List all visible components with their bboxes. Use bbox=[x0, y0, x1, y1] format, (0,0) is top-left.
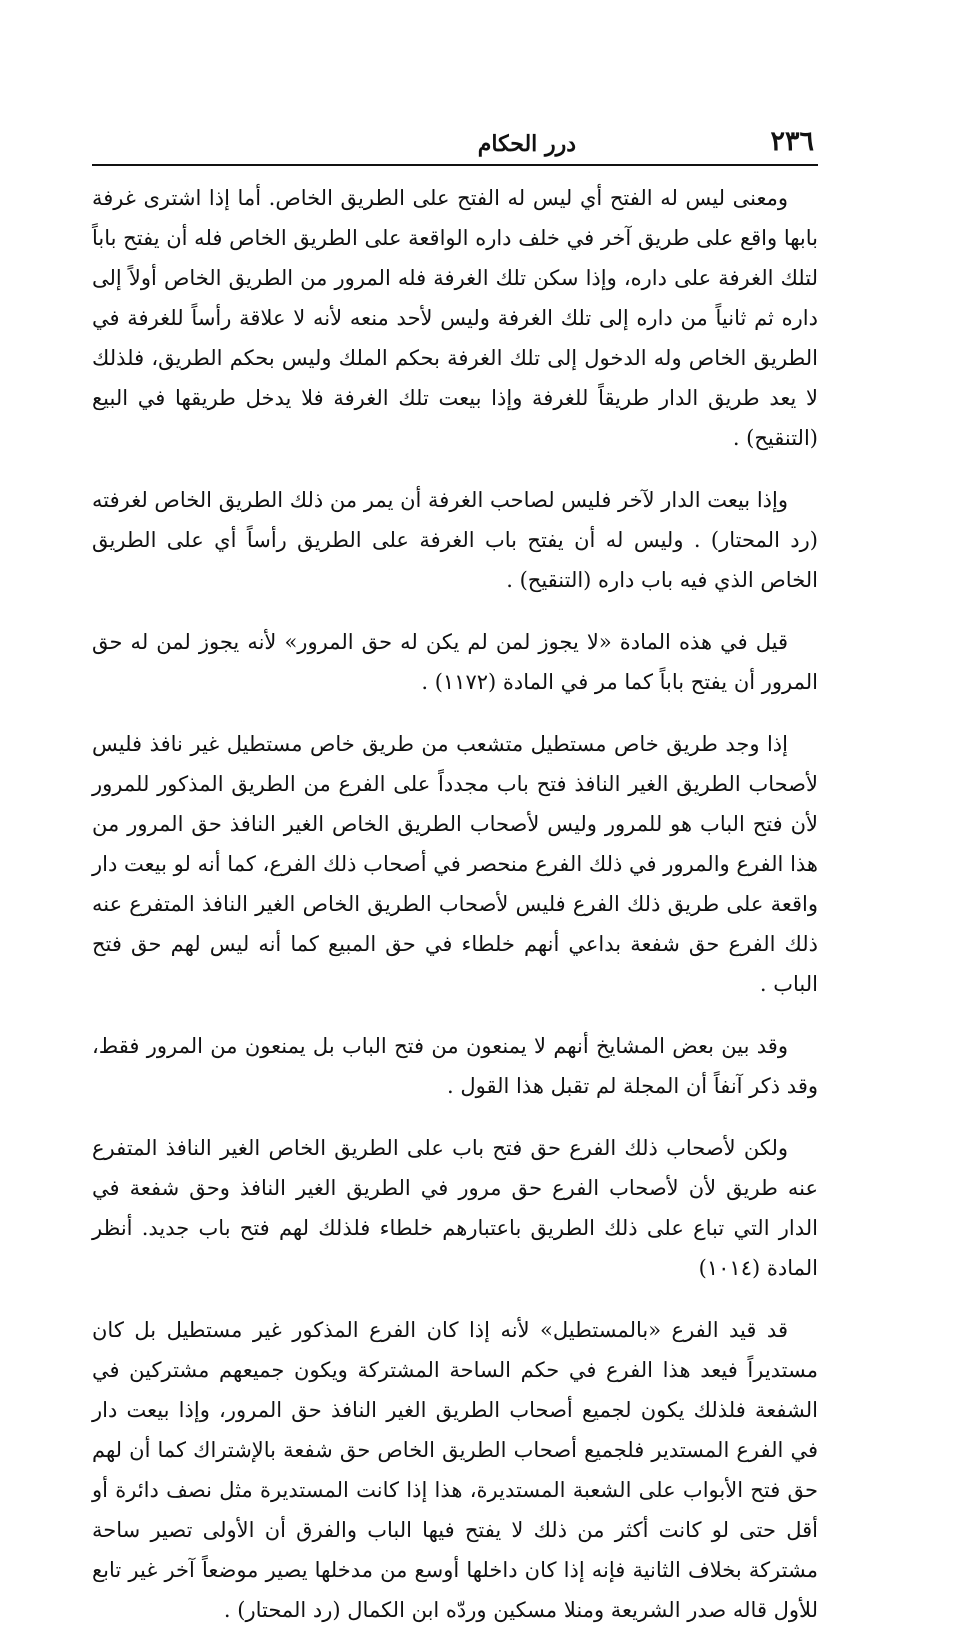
paragraph: إذا وجد طريق خاص مستطيل متشعب من طريق خاص مستطيل غير نافذ فليس لأصحاب الطريق الغير النافذ فتح باب مجدداً على الفرع من الطريق المذكور للمرور لأن فتح الباب هو للمرور وليس لأصحاب الطريق الخاص الغير النافذ حق المرور من هذا الفرع والمرور في ذلك الفرع منحصر في أصحاب ذلك الفرع، كما أنه لو بيعت دار واقعة على طريق ذلك الفرع فليس لأصحاب الطريق الخاص الغير النافذ المتفرع عنه ذلك الفرع حق شفعة بداعي أنهم خلطاء في حق المبيع كما أنه ليس لهم حق فتح الباب . bbox=[92, 732, 818, 996]
header-rule bbox=[92, 164, 818, 166]
paragraph: وإذا بيعت الدار لآخر فليس لصاحب الغرفة أن يمر من ذلك الطريق الخاص لغرفته (رد المحتار) . وليس له أن يفتح باب الغرفة على الطريق رأساً أي على الطريق الخاص الذي فيه باب داره (التنقيح) . bbox=[92, 488, 818, 592]
paragraph: وقد بين بعض المشايخ أنهم لا يمنعون من فتح الباب بل يمنعون من المرور فقط، وقد ذكر آنفاً أن المجلة لم تقبل هذا القول . bbox=[92, 1034, 818, 1098]
paragraph: ولكن لأصحاب ذلك الفرع حق فتح باب على الطريق الخاص الغير النافذ المتفرع عنه طريق لأن لأصحاب الفرع حق مرور في الطريق الغير النافذ وحق شفعة في الدار التي تباع على ذلك الطريق باعتبارهم خلطاء فلذلك لهم فتح باب جديد. أنظر المادة (١٠١٤) bbox=[92, 1136, 818, 1280]
body-text bbox=[92, 178, 818, 1652]
page-number: ٢٣٦ bbox=[770, 126, 814, 157]
running-title: درر الحكام bbox=[477, 131, 576, 157]
paragraph: قيل في هذه المادة «لا يجوز لمن لم يكن له حق المرور» لأنه يجوز لمن له حق المرور أن يفتح باباً كما مر في المادة (١١٧٢) . bbox=[92, 630, 818, 694]
paragraph: قد قيد الفرع «بالمستطيل» لأنه إذا كان الفرع المذكور غير مستطيل بل كان مستديراً فيعد هذا الفرع في حكم الساحة المشتركة ويكون جميعهم مشتركين في الشفعة فلذلك يكون لجميع أصحاب الطريق الغير النافذ حق المرور، وإذا بيعت دار في الفرع المستدير فلجميع أصحاب الطريق الخاص حق شفعة بالإشتراك كما أن لهم حق فتح الأبواب على الشعبة المستديرة، هذا إذا كانت المستديرة مثل نصف دائرة أو أقل حتى لو كانت أكثر من ذلك لا يفتح فيها الباب والفرق أن الأولى تصير ساحة مشتركة بخلاف الثانية فإنه إذا كان داخلها أوسع من مدخلها يصير موضعاً آخر غير تابع للأول قاله صدر الشريعة ومنلا مسكين وردّه ابن الكمال (رد المحتار) . bbox=[92, 1318, 819, 1622]
page-header bbox=[92, 122, 818, 166]
paragraph: ومعنى ليس له الفتح أي ليس له الفتح على الطريق الخاص. أما إذا اشترى غرفة بابها واقع على طريق آخر في خلف داره الواقعة على الطريق الخاص فله أن يفتح باباً لتلك الغرفة على داره، وإذا سكن تلك الغرفة فله المرور من الطريق الخاص أولاً إلى داره ثم ثانياً من داره إلى تلك الغرفة وليس لأحد منعه لأنه لا علاقة رأساً للغرفة في الطريق الخاص وله الدخول إلى تلك الغرفة بحكم الملك وليس بحكم الطريق، فلذلك لا يعد طريق الدار طريقاً للغرفة وإذا بيعت تلك الغرفة فلا يدخل طريقها في البيع (التنقيح) . bbox=[92, 186, 818, 450]
